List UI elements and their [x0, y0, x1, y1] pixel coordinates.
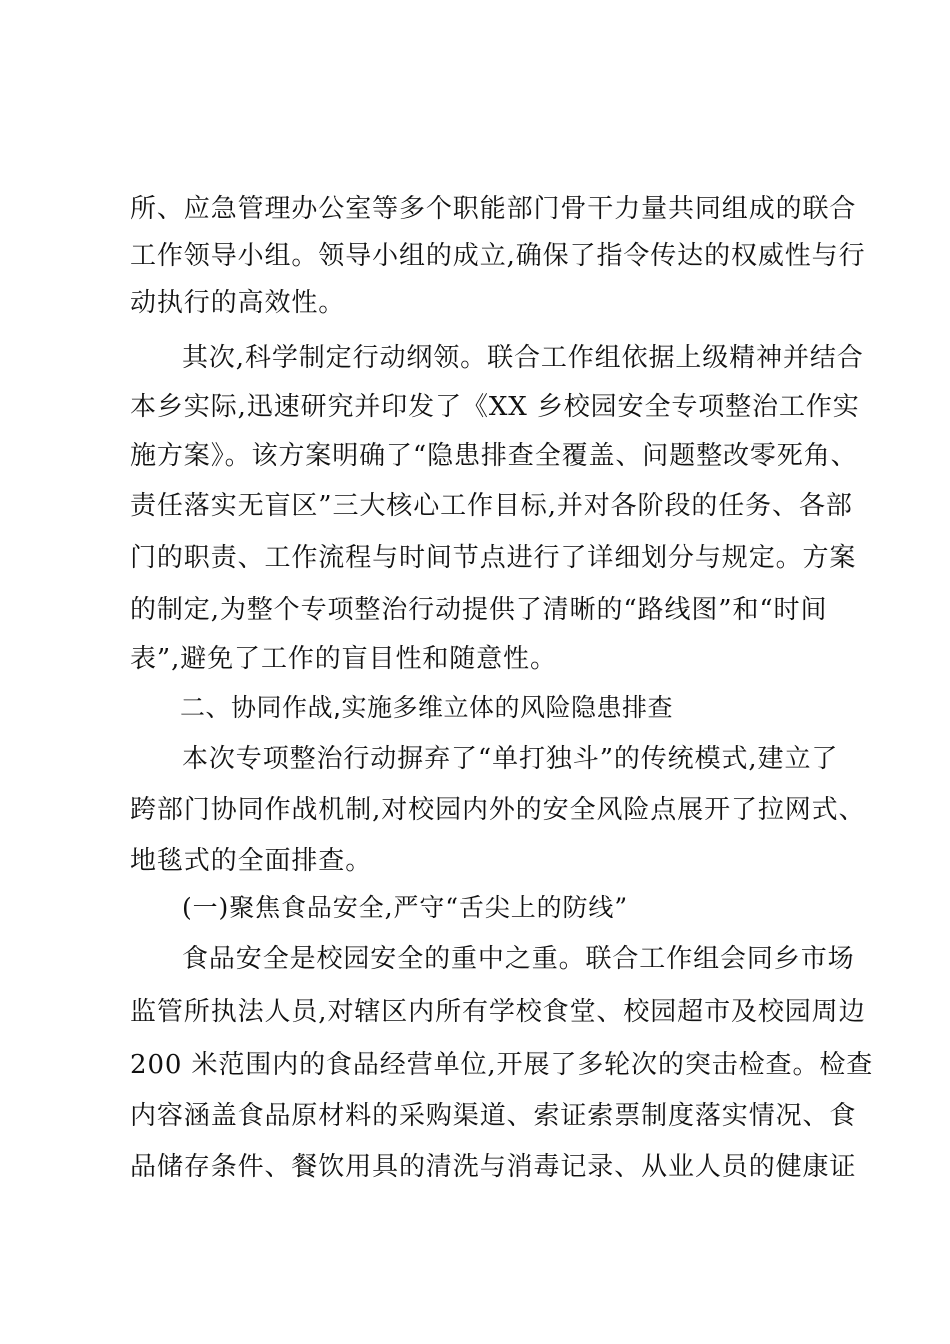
subsection-heading: (一)聚焦食品安全,严守“舌尖上的防线” — [182, 893, 629, 922]
paragraph-line: 门的职责、工作流程与时间节点进行了详细划分与规定。方案 — [130, 543, 857, 573]
paragraph-line: 施方案》。该方案明确了“隐患排查全覆盖、问题整改零死角、 — [130, 441, 858, 471]
section-heading: 二、协同作战,实施多维立体的风险隐患排查 — [180, 693, 673, 722]
paragraph-line: 本次专项整治行动摒弃了“单打独斗”的传统模式,建立了 — [182, 744, 839, 774]
paragraph-line: 品储存条件、餐饮用具的清洗与消毒记录、从业人员的健康证 — [130, 1152, 857, 1182]
paragraph-line: 跨部门协同作战机制,对校园内外的安全风险点展开了拉网式、 — [130, 795, 866, 825]
paragraph-line: 动执行的高效性。 — [130, 288, 346, 318]
paragraph-line: 所、应急管理办公室等多个职能部门骨干力量共同组成的联合 — [130, 194, 857, 224]
paragraph-line: 工作领导小组。领导小组的成立,确保了指令传达的权威性与行 — [130, 241, 866, 271]
paragraph-line: 内容涵盖食品原材料的采购渠道、索证索票制度落实情况、食 — [130, 1101, 857, 1131]
paragraph-line: 的制定,为整个专项整治行动提供了清晰的“路线图”和“时间 — [130, 595, 828, 625]
paragraph-line: 监管所执法人员,对辖区内所有学校食堂、校园超市及校园周边 — [130, 997, 866, 1027]
paragraph-line: 200 米范围内的食品经营单位,开展了多轮次的突击检查。检查 — [130, 1050, 874, 1080]
paragraph-line: 责任落实无盲区”三大核心工作目标,并对各阶段的任务、各部 — [130, 491, 853, 521]
paragraph-line: 食品安全是校园安全的重中之重。联合工作组会同乡市场 — [182, 944, 855, 974]
paragraph-line: 地毯式的全面排查。 — [130, 846, 373, 876]
paragraph-line: 本乡实际,迅速研究并印发了《XX 乡校园安全专项整治工作实 — [130, 392, 860, 422]
paragraph-line: 表”,避免了工作的盲目性和随意性。 — [130, 644, 557, 674]
paragraph-line: 其次,科学制定行动纲领。联合工作组依据上级精神并结合 — [182, 343, 864, 373]
